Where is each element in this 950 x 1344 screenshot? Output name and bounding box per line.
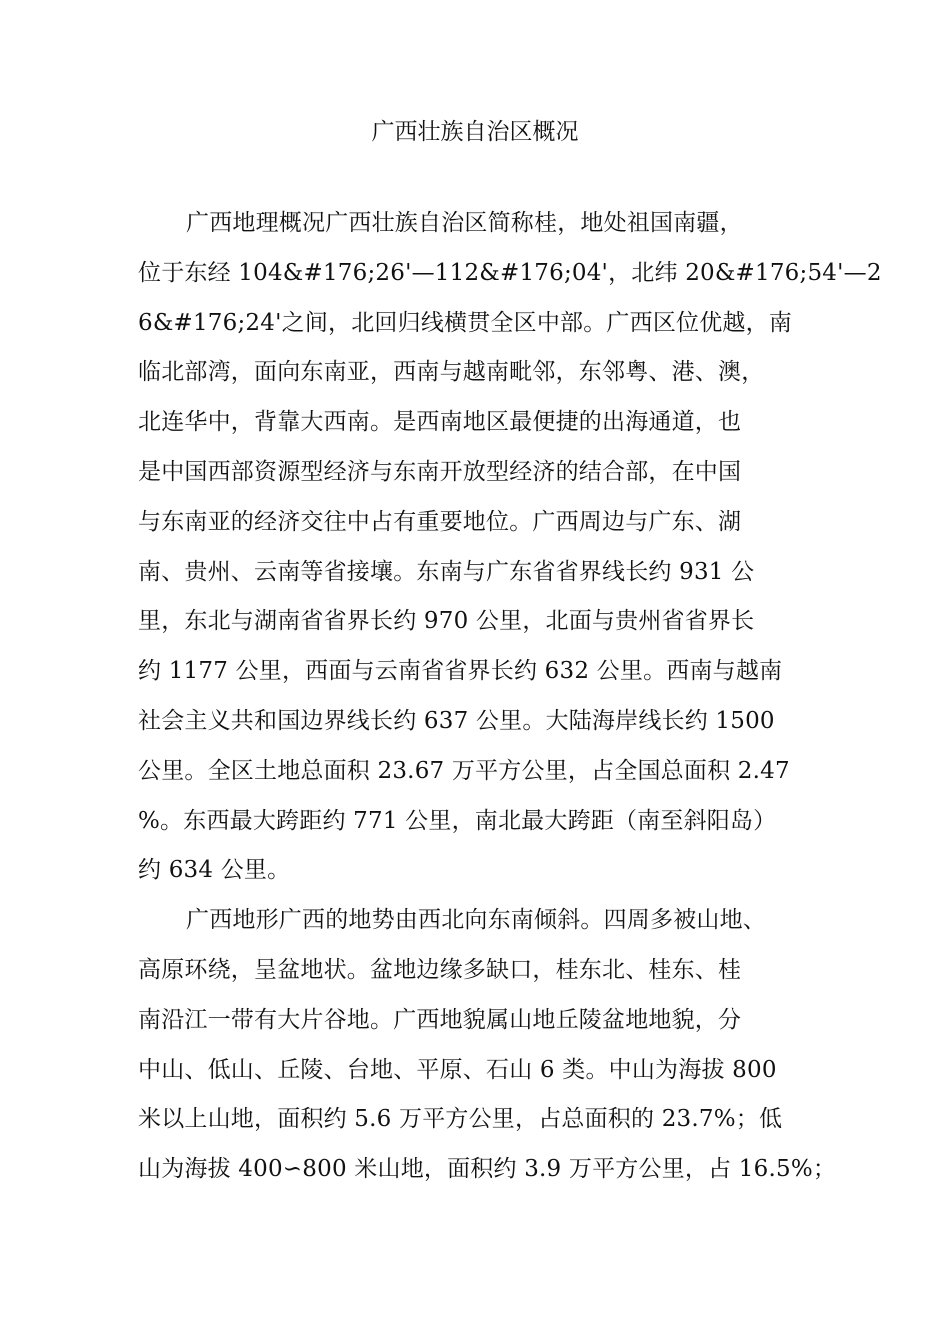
paragraph-terrain	[138, 896, 838, 1195]
text-line: 社会主义共和国边界线长约 637 公里。大陆海岸线长约 1500	[138, 707, 775, 734]
text-line: 与东南亚的经济交往中占有重要地位。广西周边与广东、湖	[138, 508, 742, 535]
text-line: 位于东经 104&#176;26'—112&#176;04'，北纬 20&#176;54'—2	[138, 259, 882, 286]
text-line: 约 1177 公里，西面与云南省省界长约 632 公里。西南与越南	[138, 658, 783, 685]
paragraph-geography-overview	[138, 199, 882, 896]
text-line: 6&#176;24'之间，北回归线横贯全区中部。广西区位优越，南	[138, 309, 793, 336]
text-line: 南沿江一带有大片谷地。广西地貌属山地丘陵盆地地貌，分	[138, 1006, 742, 1033]
text-line: 北连华中，背靠大西南。是西南地区最便捷的出海通道，也	[138, 409, 742, 436]
text-line: 临北部湾，面向东南亚，西南与越南毗邻，东邻粤、港、澳，	[138, 359, 765, 386]
text-line: 公里。全区土地总面积 23.67 万平方公里，占全国总面积 2.47	[138, 757, 790, 784]
text-line: %。东西最大跨距约 771 公里，南北最大跨距（南至斜阳岛）	[138, 807, 777, 834]
text-line: 米以上山地，面积约 5.6 万平方公里，占总面积的 23.7%；低	[138, 1106, 783, 1133]
text-line: 里，东北与湖南省省界长约 970 公里，北面与贵州省省界长	[138, 608, 755, 635]
text-line: 中山、低山、丘陵、台地、平原、石山 6 类。中山为海拔 800	[138, 1056, 777, 1083]
document-body	[138, 199, 882, 1195]
text-line: 广西地形广西的地势由西北向东南倾斜。四周多被山地、	[186, 907, 766, 934]
text-line: 南、贵州、云南等省接壤。东南与广东省省界线长约 931 公	[138, 558, 755, 585]
document-title: 广西壮族自治区概况	[371, 119, 579, 145]
text-line: 是中国西部资源型经济与东南开放型经济的结合部，在中国	[138, 458, 742, 485]
text-line: 约 634 公里。	[138, 857, 291, 884]
text-line: 高原环绕，呈盆地状。盆地边缘多缺口，桂东北、桂东、桂	[138, 956, 742, 983]
text-line: 山为海拔 400∽800 米山地，面积约 3.9 万平方公里，占 16.5%；	[138, 1156, 837, 1183]
text-line: 广西地理概况广西壮族自治区简称桂，地处祖国南疆，	[186, 210, 743, 236]
